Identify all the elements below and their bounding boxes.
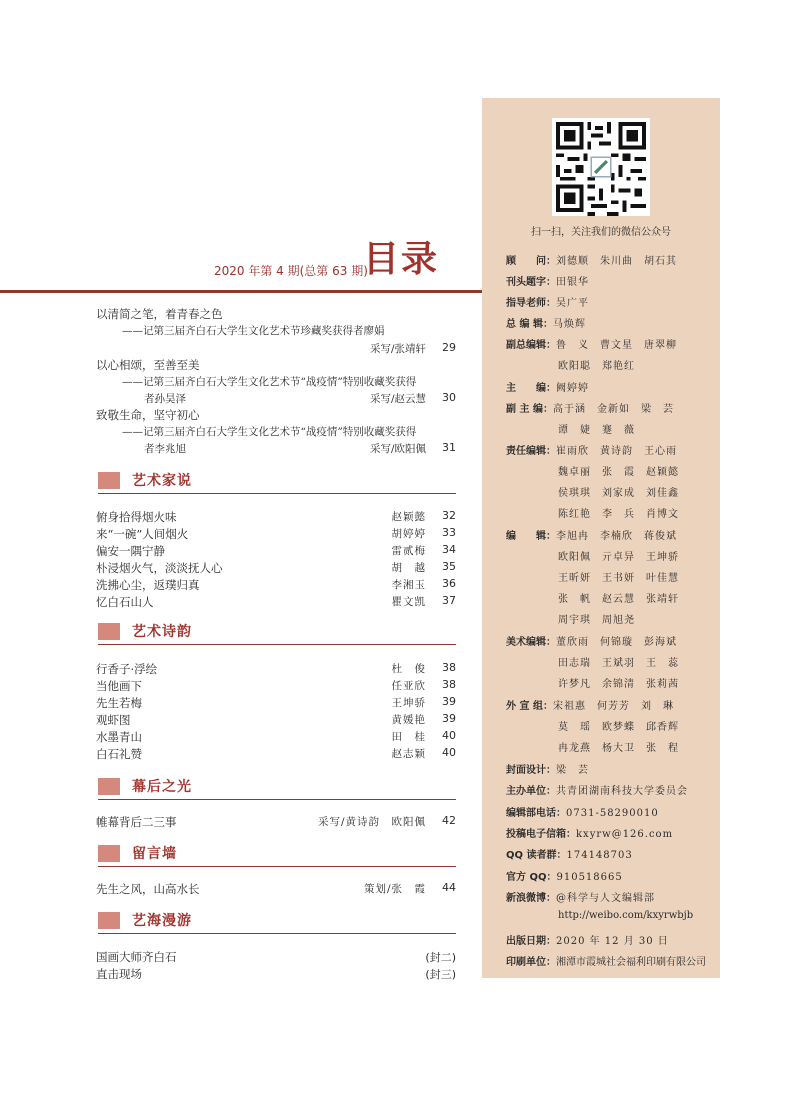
toc-item-page: 39 <box>442 695 456 708</box>
toc-item[interactable] <box>96 814 456 831</box>
credit-label: 印刷单位： <box>506 957 556 968</box>
lead-article-subtitle: ——记第三届齐白石大学生文化艺术节珍藏奖获得者廖娟 <box>122 325 385 337</box>
credit-row <box>506 315 586 330</box>
credit-label: 投稿电子信箱： <box>506 829 576 840</box>
credit-value: 梁 芸 <box>556 765 589 776</box>
toc-item-author: 瞿文凯 <box>391 596 426 608</box>
lead-article-subtitle: ——记第三届齐白石大学生文化艺术节“战疫情”特别收藏奖获得 <box>122 426 417 438</box>
section-header <box>98 842 456 866</box>
toc-item-title: 帷幕背后二三事 <box>96 815 177 829</box>
toc-item[interactable] <box>96 577 456 594</box>
toc-item-page: 38 <box>442 661 456 674</box>
credit-value: 910518665 <box>556 872 623 883</box>
credit-value: 张 帆 赵云慧 张靖轩 <box>558 594 679 605</box>
toc-item-page: 36 <box>442 577 456 590</box>
credit-label: 刊头题字： <box>506 277 556 288</box>
credit-row <box>506 294 589 309</box>
toc-item[interactable] <box>96 729 456 746</box>
credit-label: 副 主 编： <box>506 404 553 415</box>
section-divider <box>98 866 456 867</box>
header-divider <box>0 290 482 293</box>
credit-row <box>506 889 655 904</box>
section-marker <box>98 623 120 640</box>
credit-row <box>506 527 677 542</box>
toc-item[interactable] <box>96 594 456 611</box>
credit-value: 侯琪琪 刘家成 刘佳鑫 <box>558 488 679 499</box>
qr-caption: 扫一扫，关注我们的微信公众号 <box>531 227 671 238</box>
toc-item[interactable] <box>96 509 456 526</box>
credit-value: 陈红艳 李 兵 肖博文 <box>558 509 679 520</box>
toc-item[interactable] <box>96 526 456 543</box>
credit-value: 谭 婕 蹇 薇 <box>558 425 635 436</box>
section-title: 留言墙 <box>132 846 177 862</box>
credit-value: 刘德顺 朱川曲 胡石其 <box>556 256 677 267</box>
credit-value: 李旭冉 李楠欣 蒋俊斌 <box>556 531 677 542</box>
toc-item-page: 44 <box>442 881 456 894</box>
toc-item-author: 任亚欣 <box>391 680 426 692</box>
lead-article-title: 以心相颂，至善至美 <box>96 358 200 372</box>
lead-article-subtitle-cont: 者李兆旭 <box>144 443 186 455</box>
section-title: 艺术诗韵 <box>132 624 192 640</box>
toc-item[interactable] <box>96 678 456 695</box>
credit-row <box>506 953 706 968</box>
credit-value: kxyrw@126.com <box>576 829 674 840</box>
lead-article-page: 29 <box>442 341 456 354</box>
issue-info: 2020 年第 4 期(总第 63 期) <box>214 264 368 278</box>
credit-value: 王昕妍 王书妍 叶佳慧 <box>558 573 679 584</box>
credit-label: QQ 读者群： <box>506 850 567 861</box>
credit-label: 封面设计： <box>506 765 556 776</box>
toc-item-page: 35 <box>442 560 456 573</box>
lead-article-subtitle-cont: 者孙昊泽 <box>144 393 186 405</box>
section-header <box>98 469 456 493</box>
toc-item-title: 来“一碗”人间烟火 <box>96 527 189 541</box>
toc-item-title: 水墨青山 <box>96 730 142 744</box>
credit-value: 高于涵 金新如 梁 芸 <box>552 404 674 415</box>
lead-article-title: 以清简之笔，着青春之色 <box>96 307 223 321</box>
credit-value: 共青团湖南科技大学委员会 <box>556 786 688 797</box>
section-marker <box>98 778 120 795</box>
lead-article-title: 致敬生命，坚守初心 <box>96 408 200 422</box>
toc-item-author: 田 桂 <box>391 731 426 743</box>
toc-item-author: 胡 越 <box>391 562 426 574</box>
lead-article-page: 30 <box>442 391 456 404</box>
credit-row <box>506 633 677 648</box>
toc-item-author: 王坤骄 <box>391 697 426 709</box>
credit-value: 马焕辉 <box>552 319 586 330</box>
credit-value: 冉龙燕 杨大卫 张 程 <box>558 743 679 754</box>
toc-item[interactable] <box>96 746 456 763</box>
toc-item-author: 赵颖懿 <box>391 511 426 523</box>
credit-label: 主办单位： <box>506 786 556 797</box>
toc-item[interactable] <box>96 949 456 966</box>
credit-label: 出版日期： <box>506 936 556 947</box>
credit-label: 编 辑： <box>506 531 556 542</box>
toc-item-title: 观虾图 <box>96 713 131 727</box>
toc-item-author: 杜 俊 <box>391 663 426 675</box>
credit-value: 田银华 <box>556 277 589 288</box>
credit-value: 阙婷婷 <box>556 383 589 394</box>
credit-value: 宋祖惠 何芳芳 刘 琳 <box>552 701 674 712</box>
page-title: 目录 <box>363 239 440 280</box>
toc-item-title: 国画大师齐白石 <box>96 950 177 964</box>
section-header <box>98 909 456 933</box>
toc-item-page: 38 <box>442 678 456 691</box>
toc-item-page: (封三) <box>425 968 456 981</box>
credit-row <box>506 697 674 712</box>
credit-row <box>506 252 677 267</box>
section-title: 艺术家说 <box>132 473 192 489</box>
credit-label: 新浪微博： <box>506 893 556 904</box>
section-marker <box>98 845 120 862</box>
credit-row <box>506 846 633 861</box>
toc-item-page: 32 <box>442 509 456 522</box>
credit-label: 责任编辑： <box>506 446 556 457</box>
toc-item[interactable] <box>96 695 456 712</box>
toc-item-author: 策划/张 霞 <box>363 883 426 895</box>
section-divider <box>98 644 456 645</box>
credit-value: 莫 瑶 欧梦蝶 邱香辉 <box>558 722 679 733</box>
toc-item-title: 朴浸烟火气，淡淡抚人心 <box>96 561 223 575</box>
credit-label: 副总编辑： <box>506 340 556 351</box>
credit-value: 鲁 义 曹文星 唐翠柳 <box>556 340 677 351</box>
weibo-link[interactable]: http://weibo.com/kxyrwbjb <box>558 910 694 921</box>
credit-row <box>506 379 589 394</box>
credit-value: @科学与人文编辑部 <box>556 893 655 904</box>
toc-item-author: 黄媛艳 <box>391 714 426 726</box>
section-marker <box>98 472 120 489</box>
lead-article-page: 31 <box>442 441 456 454</box>
credit-label: 官方 QQ： <box>506 872 557 883</box>
credit-value: 崔雨欣 黄诗韵 王心雨 <box>556 446 677 457</box>
toc-item-page: 40 <box>442 746 456 759</box>
toc-item-title: 先生之风，山高水长 <box>96 882 200 896</box>
lead-article-author: 采写/赵云慧 <box>369 393 426 405</box>
toc-item[interactable] <box>96 543 456 560</box>
section-marker <box>98 912 120 929</box>
credit-value: 2020 年 12 月 30 日 <box>556 936 669 947</box>
credit-row <box>506 782 688 797</box>
credit-row <box>506 825 673 840</box>
qr-code-icon[interactable] <box>552 118 650 216</box>
credit-value: 吴广平 <box>556 298 589 309</box>
toc-item-author: 雷贰梅 <box>391 545 426 557</box>
section-divider <box>98 799 456 800</box>
toc-item-author: 采写/黄诗韵 欧阳佩 <box>317 816 426 828</box>
credit-value: 欧阳佩 亓卓异 王坤骄 <box>558 552 679 563</box>
toc-item-author: 赵志颖 <box>391 748 426 760</box>
toc-item-page: 34 <box>442 543 456 556</box>
section-header <box>98 775 456 799</box>
toc-item-title: 直击现场 <box>96 967 142 981</box>
credit-value: 174148703 <box>566 850 633 861</box>
section-title: 艺海漫游 <box>132 913 192 929</box>
credit-value: 魏卓丽 张 霞 赵颖懿 <box>558 467 679 478</box>
toc-item-page: 33 <box>442 526 456 539</box>
toc-item-page: 40 <box>442 729 456 742</box>
toc-item-title: 忆白石山人 <box>96 595 154 609</box>
toc-item-author: 胡婷婷 <box>391 528 426 540</box>
credit-value: 欧阳聪 郑艳红 <box>558 361 635 372</box>
credit-label: 编辑部电话： <box>506 808 566 819</box>
toc-item-title: 先生若梅 <box>96 696 142 710</box>
toc-item-page: 37 <box>442 594 456 607</box>
credit-label: 指导老师： <box>506 298 556 309</box>
credit-row <box>506 400 674 415</box>
toc-item-title: 偏安一隅宁静 <box>96 544 165 558</box>
toc-item-title: 洗拂心尘，返璞归真 <box>96 578 200 592</box>
toc-item-title: 当他画下 <box>96 679 142 693</box>
credit-label: 总 编 辑： <box>506 319 553 330</box>
toc-item[interactable] <box>96 560 456 577</box>
credit-value: 田志瑞 王斌羽 王 蕊 <box>558 658 679 669</box>
credit-row <box>506 336 677 351</box>
lead-article-author: 采写/张靖轩 <box>369 343 426 355</box>
credit-label: 外 宣 组： <box>506 701 553 712</box>
toc-item-page: 42 <box>442 814 456 827</box>
credit-value: 许梦凡 余锦清 张莉茜 <box>558 679 679 690</box>
toc-item-title: 白石礼赞 <box>96 747 142 761</box>
toc-item[interactable] <box>96 712 456 729</box>
credit-row <box>506 273 589 288</box>
credit-value: 0731-58290010 <box>566 808 659 819</box>
toc-item-page: 39 <box>442 712 456 725</box>
credit-value: 湘潭市霞城社会福利印刷有限公司 <box>556 957 706 968</box>
toc-item-title: 行香子·浮绘 <box>96 662 158 676</box>
toc-item[interactable] <box>96 661 456 678</box>
credit-row <box>506 442 677 457</box>
credit-value: 周宇琪 周旭尧 <box>558 615 635 626</box>
credit-label: 主 编： <box>506 383 556 394</box>
lead-article-subtitle: ——记第三届齐白石大学生文化艺术节“战疫情”特别收藏奖获得 <box>122 376 417 388</box>
credit-row <box>506 868 623 883</box>
toc-item-page: (封二) <box>425 951 456 964</box>
section-divider <box>98 933 456 934</box>
toc-item-author: 李湘玉 <box>391 579 426 591</box>
credit-label: 美术编辑： <box>506 637 556 648</box>
toc-item[interactable] <box>96 881 456 898</box>
masthead-sidebar <box>482 98 720 978</box>
credit-label: 顾 问： <box>506 256 556 267</box>
section-divider <box>98 493 456 494</box>
credit-row <box>506 761 589 776</box>
credit-row <box>506 932 669 947</box>
section-header <box>98 620 456 644</box>
lead-article-author: 采写/欧阳佩 <box>369 443 426 455</box>
section-title: 幕后之光 <box>132 779 192 795</box>
credit-value: 董欣雨 何锦璇 彭海斌 <box>556 637 677 648</box>
toc-item-title: 俯身拾得烟火味 <box>96 510 177 524</box>
toc-item[interactable] <box>96 966 456 983</box>
credit-row <box>506 804 659 819</box>
